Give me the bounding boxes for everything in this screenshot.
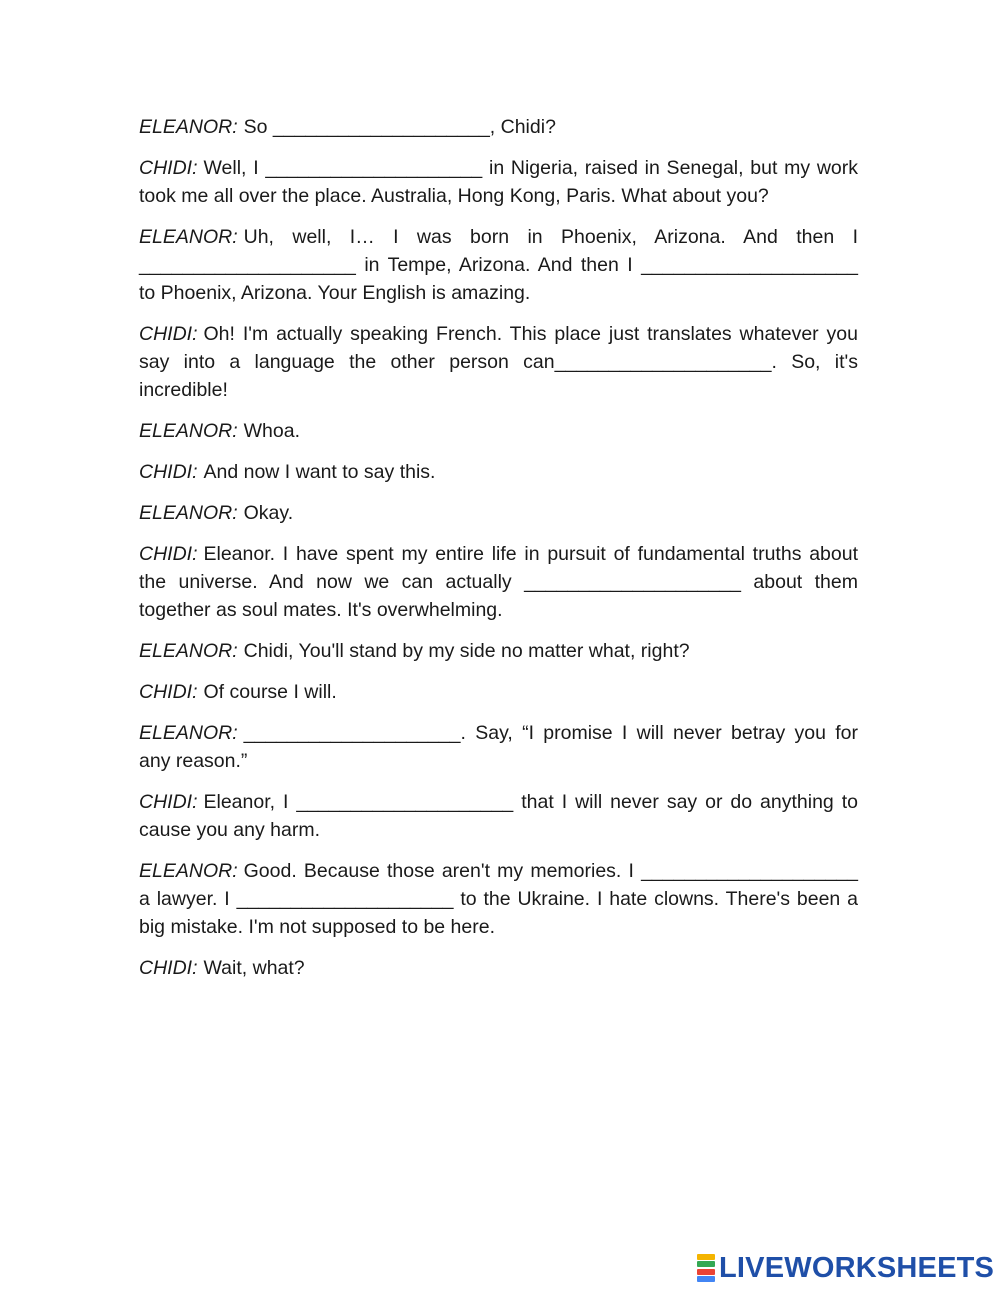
dialogue-text: So ____________________, Chidi? (243, 116, 556, 138)
dialogue-line (139, 154, 858, 210)
liveworksheets-logo-icon (697, 1254, 715, 1282)
speaker-name: CHIDI: (139, 681, 198, 703)
dialogue-text: Good. Because those aren't my memories. I ____________________ a lawyer. I ____________________ to the Ukraine. I hate clowns. There's been a big mistake. I'm not supposed to be here. (139, 860, 858, 938)
dialogue-text: Well, I ____________________ in Nigeria, raised in Senegal, but my work took me all over the place. Australia, Hong Kong, Paris. What about you? (139, 157, 858, 207)
dialogue-text: Okay. (243, 502, 294, 524)
speaker-name: CHIDI: (139, 791, 198, 813)
speaker-name: ELEANOR: (139, 502, 238, 524)
dialogue-line (139, 458, 858, 486)
speaker-name: CHIDI: (139, 461, 198, 483)
logo-text: LIVEWORKSHEETS (719, 1252, 995, 1284)
speaker-name: CHIDI: (139, 957, 198, 979)
dialogue-line (139, 499, 858, 527)
dialogue-text: Oh! I'm actually speaking French. This place just translates whatever you say into a language the other person can____________________. So, it's incredible! (139, 323, 858, 401)
dialogue-line (139, 113, 858, 141)
dialogue-text: Chidi, You'll stand by my side no matter what, right? (243, 640, 690, 662)
dialogue-text: Eleanor. I have spent my entire life in pursuit of fundamental truths about the universe. And now we can actually ____________________ about them together as soul mates. It's overwhelming. (139, 543, 858, 621)
dialogue-line (139, 954, 858, 982)
speaker-name: CHIDI: (139, 157, 198, 179)
dialogue-text: Wait, what? (203, 957, 305, 979)
dialogue-text: ____________________. Say, “I promise I will never betray you for any reason.” (139, 722, 858, 772)
speaker-name: ELEANOR: (139, 420, 238, 442)
speaker-name: ELEANOR: (139, 640, 238, 662)
dialogue-line (139, 417, 858, 445)
speaker-name: ELEANOR: (139, 116, 238, 138)
dialogue-text: And now I want to say this. (203, 461, 436, 483)
dialogue-line (139, 857, 858, 941)
liveworksheets-logo (697, 1253, 994, 1283)
dialogue-line (139, 223, 858, 307)
dialogue-text: Eleanor, I ____________________ that I will never say or do anything to cause you any harm. (139, 791, 858, 841)
dialogue-line (139, 540, 858, 624)
speaker-name: CHIDI: (139, 543, 198, 565)
dialogue-line (139, 788, 858, 844)
dialogue-text: Whoa. (243, 420, 300, 442)
dialogue-text: Uh, well, I… I was born in Phoenix, Arizona. And then I ____________________ in Tempe, Arizona. And then I ____________________ to Phoenix, Arizona. Your English is amazing. (139, 226, 858, 304)
dialogue-line (139, 320, 858, 404)
dialogue-line (139, 719, 858, 775)
worksheet-page (139, 113, 858, 995)
speaker-name: ELEANOR: (139, 860, 238, 882)
speaker-name: CHIDI: (139, 323, 198, 345)
speaker-name: ELEANOR: (139, 226, 238, 248)
dialogue-text: Of course I will. (203, 681, 337, 703)
dialogue-line (139, 637, 858, 665)
speaker-name: ELEANOR: (139, 722, 238, 744)
dialogue-line (139, 678, 858, 706)
